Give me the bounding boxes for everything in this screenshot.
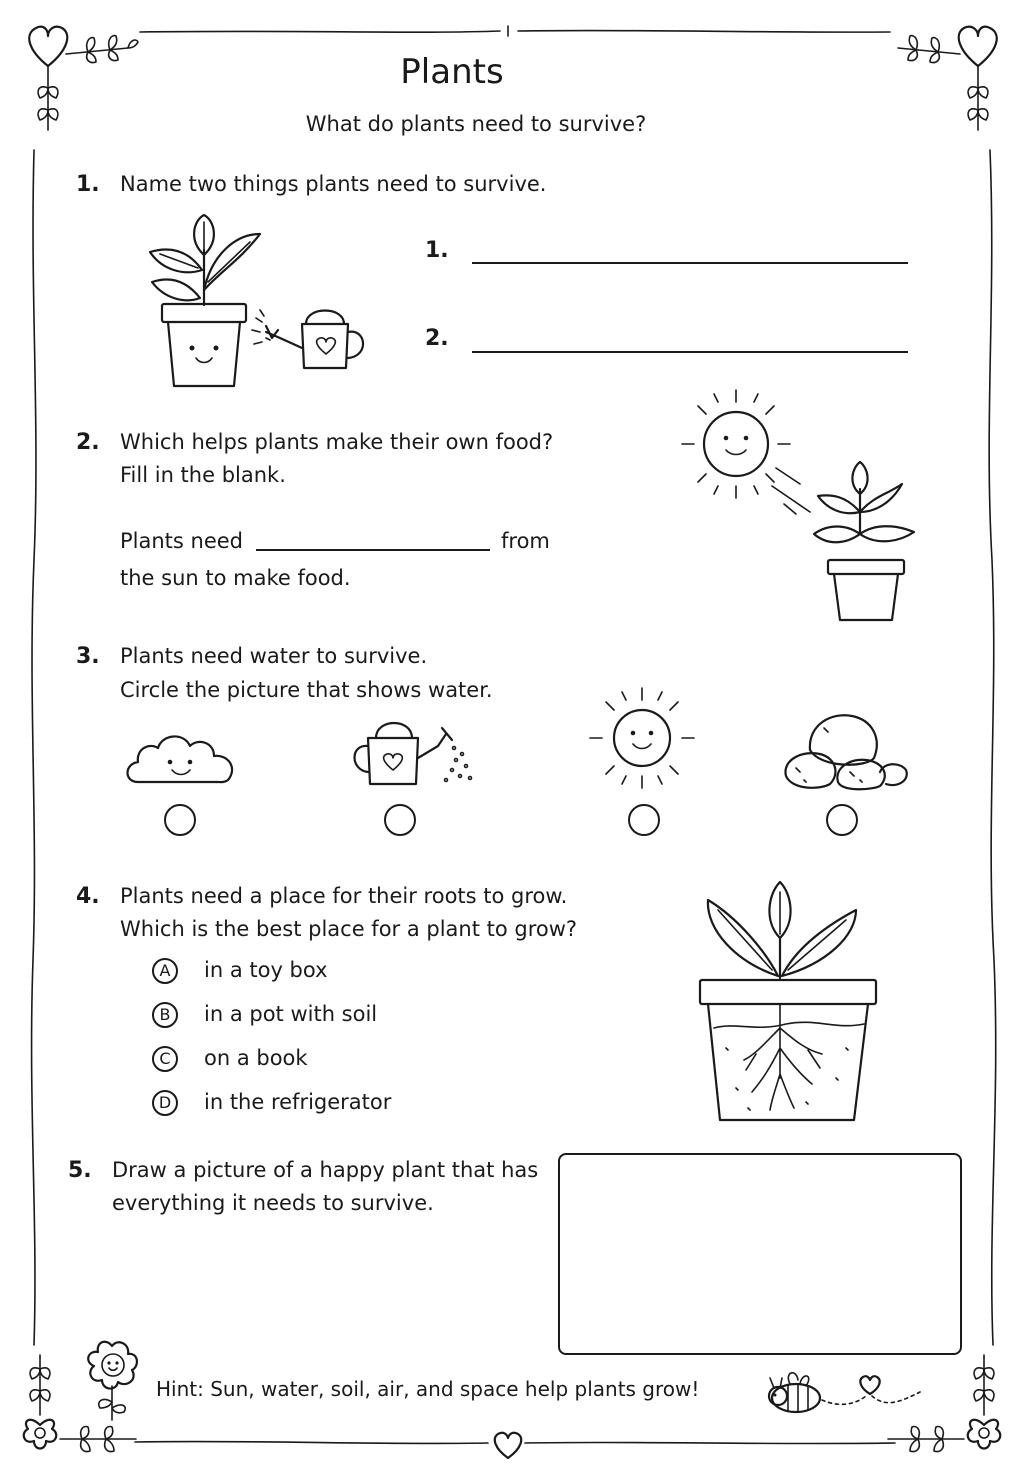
hint-text: Hint: Sun, water, soil, air, and space help plants grow! [156,1377,700,1401]
watering-can-icon [348,712,478,792]
answer-circle-watering-can[interactable] [384,804,416,836]
question-text: Plants need water to survive. [120,644,428,668]
answer-circle-rocks[interactable] [826,804,858,836]
fill-in-blank-line[interactable] [256,549,490,551]
question-text: everything it needs to survive. [112,1191,434,1215]
option-b-text: in a pot with soil [204,1002,378,1026]
question-number: 3. [76,644,100,669]
option-d-text: in the refrigerator [204,1090,392,1114]
cloud-icon [124,728,240,788]
drawing-box[interactable] [558,1153,962,1355]
page-subtitle: What do plants need to survive? [305,112,647,136]
option-d-bubble[interactable]: D [152,1090,178,1116]
sentence-end: the sun to make food. [120,566,351,590]
page-title: Plants [400,52,504,92]
option-a-text: in a toy box [204,958,328,982]
question-text: Draw a picture of a happy plant that has [112,1158,539,1182]
question-instruction: Fill in the blank. [120,463,286,487]
sentence-mid: from [501,529,550,553]
heart-icon [490,1430,526,1462]
option-b-bubble[interactable]: B [152,1002,178,1028]
bee-icon [760,1368,930,1418]
option-c-bubble[interactable]: C [152,1046,178,1072]
question-text: Which is the best place for a plant to grow? [120,917,578,941]
question-number: 4. [76,884,100,909]
answer-circle-sun[interactable] [628,804,660,836]
answer-line[interactable] [472,351,908,353]
sentence-start: Plants need [120,529,244,553]
plant-roots-pot-icon [696,878,886,1128]
smiling-flower-icon [82,1338,142,1422]
rocks-icon [780,710,912,790]
question-instruction: Circle the picture that shows water. [120,678,493,702]
question-text: Which helps plants make their own food? [120,430,554,454]
sun-shining-on-plant-icon [676,384,936,624]
question-number: 5. [68,1158,92,1183]
answer-circle-cloud[interactable] [164,804,196,836]
answer-label: 2. [425,326,449,351]
question-number: 2. [76,430,100,455]
question-text: Name two things plants need to survive. [120,172,547,196]
option-a-bubble[interactable]: A [152,958,178,984]
question-text: Plants need a place for their roots to grow. [120,884,568,908]
answer-label: 1. [425,238,449,263]
sun-icon [584,686,704,796]
watering-can-icon [248,292,373,372]
option-c-text: on a book [204,1046,308,1070]
question-number: 1. [76,172,100,197]
answer-line[interactable] [472,262,908,264]
